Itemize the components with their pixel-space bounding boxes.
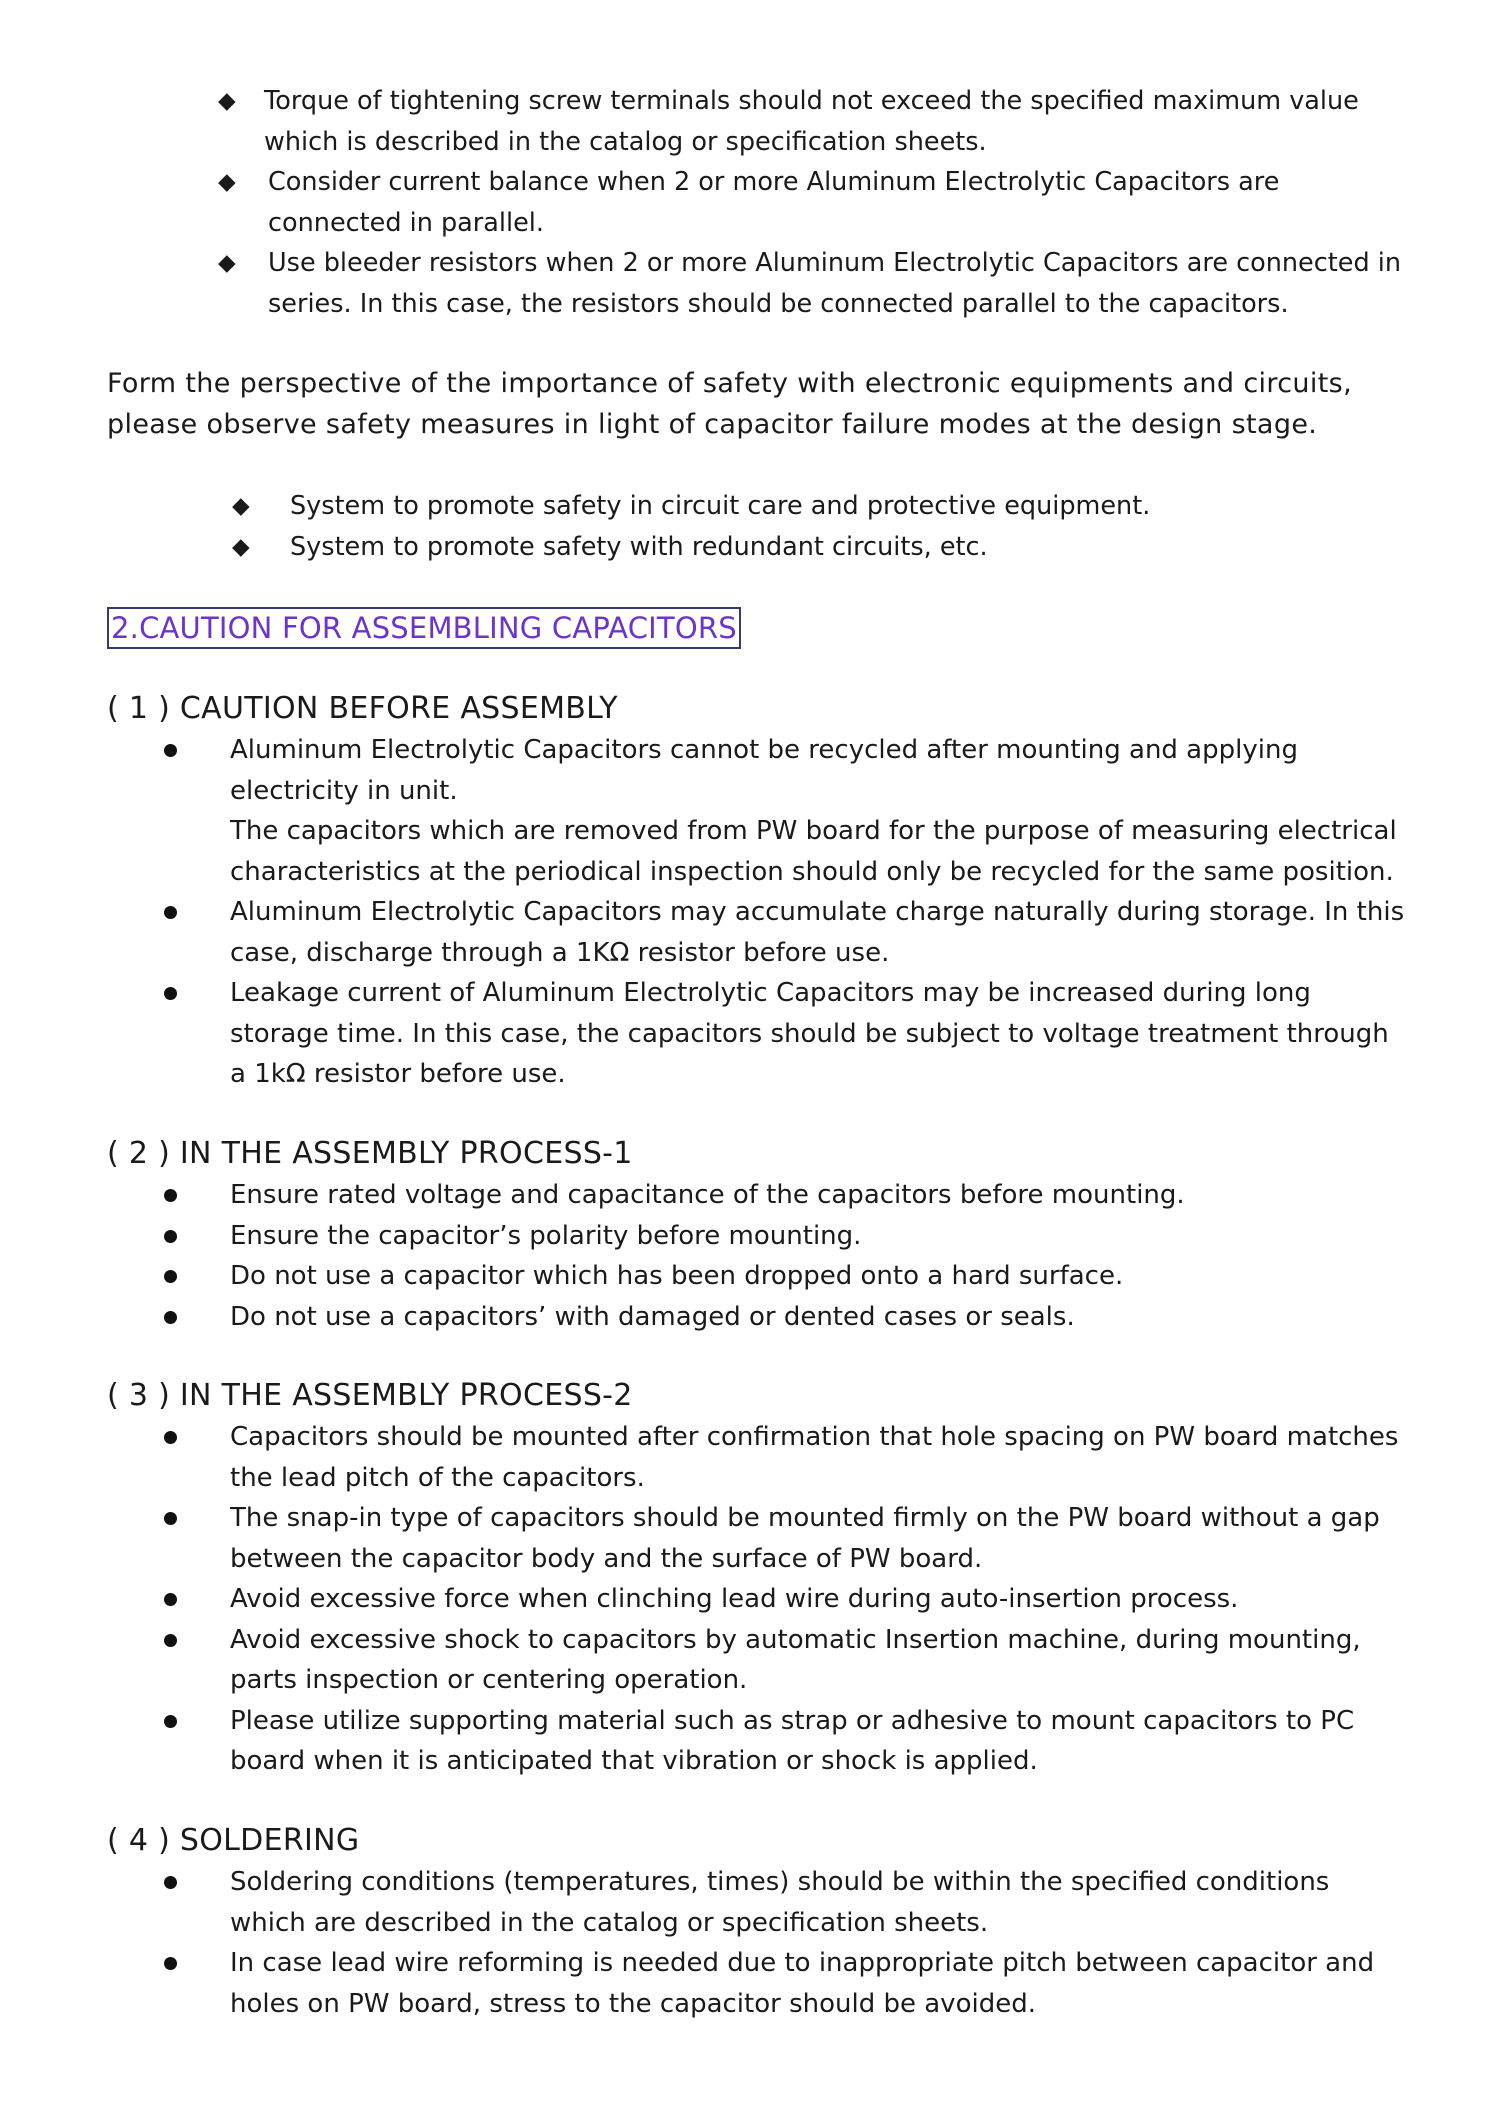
bullet-dot-icon bbox=[164, 1189, 177, 1202]
safety-paragraph: Form the perspective of the importance of safety with electronic equipments and circuits, please observe safety measures in light of capacitor failure modes at the design stage. bbox=[107, 368, 1353, 440]
list-item-text: Use bleeder resistors when 2 or more Aluminum Electrolytic Capacitors are connected in series. In this case, the resistors should be connected parallel to the capacitors. bbox=[268, 248, 1401, 319]
list-item-text: Please utilize supporting material such as strap or adhesive to mount capacitors to PC board when it is anticipated that vibration or shock is applied. bbox=[230, 1705, 1355, 1776]
list-item bbox=[162, 892, 1412, 973]
list-item bbox=[162, 1175, 1412, 1216]
list-item-text: Ensure the capacitor’s polarity before mounting. bbox=[230, 1220, 862, 1251]
list-item bbox=[232, 486, 1382, 527]
list-item-text: Avoid excessive force when clinching lead wire during auto-insertion process. bbox=[230, 1584, 1239, 1614]
bullet-dot-icon bbox=[164, 1230, 177, 1243]
bullet-dot-icon bbox=[164, 1311, 177, 1324]
bullet-list bbox=[162, 1417, 1412, 1782]
list-item-note: The capacitors which are removed from PW board for the purpose of measuring electrical characteristics at the periodical inspection should only be recycled for the same position. bbox=[230, 816, 1397, 887]
list-item-text: Leakage current of Aluminum Electrolytic Capacitors may be increased during long storage time. In this case, the capacitors should be subject to voltage treatment through a 1kΩ resistor before use. bbox=[230, 978, 1389, 1089]
diamond-bullet-icon: ◆ bbox=[232, 493, 250, 519]
list-item-text: System to promote safety with redundant circuits, etc. bbox=[290, 531, 988, 562]
list-item-text: The snap-in type of capacitors should be mounted firmly on the PW board without a gap between the capacitor body and the surface of PW board. bbox=[230, 1503, 1380, 1574]
list-item-text: Capacitors should be mounted after confirmation that hole spacing on PW board matches the lead pitch of the capacitors. bbox=[230, 1422, 1399, 1493]
bullet-dot-icon bbox=[164, 987, 177, 1000]
list-item-text: Soldering conditions (temperatures, times) should be within the specified conditions which are described in the catalog or specification sheets. bbox=[230, 1867, 1330, 1938]
diamond-bullet-icon: ◆ bbox=[232, 533, 250, 560]
top-diamond-list bbox=[218, 81, 1418, 324]
bullet-dot-icon bbox=[164, 1270, 177, 1283]
subsection-heading: ( 2 ) IN THE ASSEMBLY PROCESS-1 bbox=[107, 1136, 633, 1171]
list-item bbox=[162, 730, 1412, 892]
list-item bbox=[218, 162, 1418, 243]
subsection-heading: ( 3 ) IN THE ASSEMBLY PROCESS-2 bbox=[107, 1378, 633, 1413]
bullet-list bbox=[162, 1175, 1412, 1337]
bullet-dot-icon bbox=[164, 744, 177, 757]
list-item bbox=[162, 1297, 1412, 1338]
bullet-list bbox=[162, 730, 1412, 1095]
list-item-text: Consider current balance when 2 or more Aluminum Electrolytic Capacitors are connected in parallel. bbox=[268, 167, 1280, 238]
list-item bbox=[162, 1862, 1412, 1943]
list-item-text: Aluminum Electrolytic Capacitors cannot be recycled after mounting and applying electricity in unit. bbox=[230, 735, 1298, 806]
diamond-bullet-icon: ◆ bbox=[218, 88, 236, 114]
subsection-heading: ( 1 ) CAUTION BEFORE ASSEMBLY bbox=[107, 691, 618, 726]
list-item-text: Do not use a capacitor which has been dropped onto a hard surface. bbox=[230, 1261, 1124, 1291]
bullet-dot-icon bbox=[164, 1593, 177, 1606]
bullet-dot-icon bbox=[164, 1512, 177, 1525]
list-item bbox=[162, 1216, 1412, 1257]
list-item-text: Avoid excessive shock to capacitors by automatic Insertion machine, during mounting, parts inspection or centering operation. bbox=[230, 1624, 1361, 1695]
bullet-list bbox=[162, 1862, 1412, 2024]
safety-diamond-list bbox=[232, 486, 1382, 567]
list-item bbox=[218, 243, 1418, 324]
subsection-heading: ( 4 ) SOLDERING bbox=[107, 1823, 360, 1858]
list-item bbox=[162, 1620, 1412, 1701]
list-item bbox=[162, 1417, 1412, 1498]
list-item bbox=[232, 527, 1382, 568]
list-item-text: Ensure rated voltage and capacitance of the capacitors before mounting. bbox=[230, 1180, 1185, 1210]
diamond-bullet-icon: ◆ bbox=[218, 250, 236, 276]
bullet-dot-icon bbox=[164, 1715, 177, 1728]
list-item-text: System to promote safety in circuit care and protective equipment. bbox=[290, 491, 1151, 521]
bullet-dot-icon bbox=[164, 1431, 177, 1444]
list-item-text: Do not use a capacitors’ with damaged or dented cases or seals. bbox=[230, 1301, 1075, 1332]
list-item bbox=[162, 1579, 1412, 1620]
list-item bbox=[162, 1943, 1412, 2024]
bullet-dot-icon bbox=[164, 906, 177, 919]
list-item bbox=[162, 973, 1412, 1095]
list-item bbox=[162, 1701, 1412, 1782]
diamond-bullet-icon: ◆ bbox=[218, 169, 236, 195]
bullet-dot-icon bbox=[164, 1634, 177, 1647]
list-item bbox=[218, 81, 1418, 162]
list-item bbox=[162, 1498, 1412, 1579]
bullet-dot-icon bbox=[164, 1876, 177, 1889]
list-item-text: In case lead wire reforming is needed due to inappropriate pitch between capacitor and holes on PW board, stress to the capacitor should be avoided. bbox=[230, 1948, 1375, 2019]
list-item bbox=[162, 1256, 1412, 1297]
section-title: 2.CAUTION FOR ASSEMBLING CAPACITORS bbox=[107, 607, 741, 649]
bullet-dot-icon bbox=[164, 1957, 177, 1970]
list-item-text: Torque of tightening screw terminals should not exceed the specified maximum value which is described in the catalog or specification sheets. bbox=[264, 86, 1359, 157]
list-item-text: Aluminum Electrolytic Capacitors may accumulate charge naturally during storage. In this case, discharge through a 1KΩ resistor before use. bbox=[230, 897, 1405, 968]
